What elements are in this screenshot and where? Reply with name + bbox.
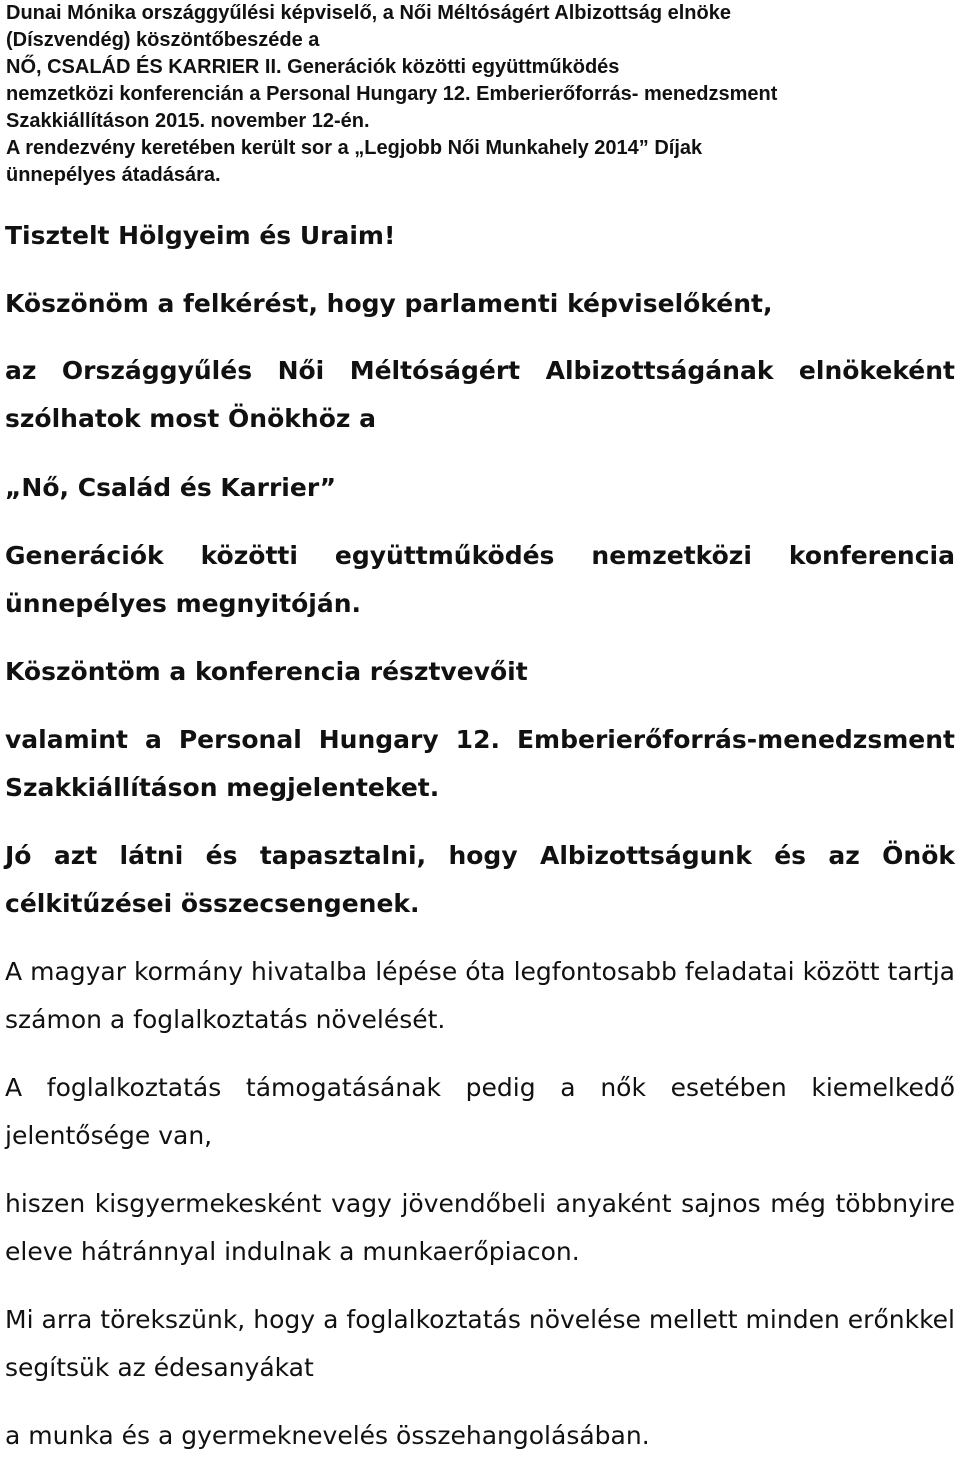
document-header [6, 0, 956, 189]
paragraph-government: A magyar kormány hivatalba lépése óta legfontosabb feladatai között tartja számon a foglalkoztatás növelését. [5, 957, 955, 1034]
conference-title: „Nő, Család és Karrier” [5, 473, 337, 502]
paragraph-exhibition: valamint a Personal Hungary 12. Emberierőforrás-menedzsment Szakkiállításon megjelenteket. [5, 725, 955, 802]
header-line: NŐ, CSALÁD ÉS KARRIER II. Generációk közötti együttműködés [6, 56, 620, 78]
paragraph-opening: Generációk közötti együttműködés nemzetközi konferencia ünnepélyes megnyitóján. [5, 541, 955, 618]
paragraph-greeting-participants: Köszöntöm a konferencia résztvevőit [5, 657, 528, 686]
paragraph-efforts: Mi arra törekszünk, hogy a foglalkoztatás növelése mellett minden erőnkkel segítsük az édesanyákat [5, 1305, 955, 1382]
paragraph-mothers: hiszen kisgyermekesként vagy jövendőbeli anyaként sajnos még többnyire eleve hátránnyal indulnak a munkaerőpiacon. [5, 1189, 955, 1266]
paragraph-goals: Jó azt látni és tapasztalni, hogy Albizottságunk és az Önök célkitűzései összecsengenek. [5, 841, 955, 918]
header-line: A rendezvény keretében került sor a „Legjobb Női Munkahely 2014” Díjak [6, 137, 703, 159]
header-line: Dunai Mónika országgyűlési képviselő, a Női Méltóságért Albizottság elnöke [6, 2, 731, 24]
header-line: (Díszvendég) köszöntőbeszéde a [6, 29, 320, 51]
paragraph-thanks: Köszönöm a felkérést, hogy parlamenti képviselőként, [5, 289, 773, 318]
header-line: ünnepélyes átadására. [6, 164, 221, 186]
paragraph-balance: a munka és a gyermeknevelés összehangolásában. [5, 1421, 650, 1450]
header-line: nemzetközi konferencián a Personal Hungary 12. Emberierőforrás- menedzsment [6, 83, 778, 105]
greeting: Tisztelt Hölgyeim és Uraim! [5, 221, 396, 250]
paragraph-committee: az Országgyűlés Női Méltóságért Albizottságának elnökeként szólhatok most Önökhöz a [5, 356, 955, 433]
paragraph-employment: A foglalkoztatás támogatásának pedig a nők esetében kiemelkedő jelentősége van, [5, 1073, 955, 1150]
header-line: Szakkiállításon 2015. november 12-én. [6, 110, 370, 132]
